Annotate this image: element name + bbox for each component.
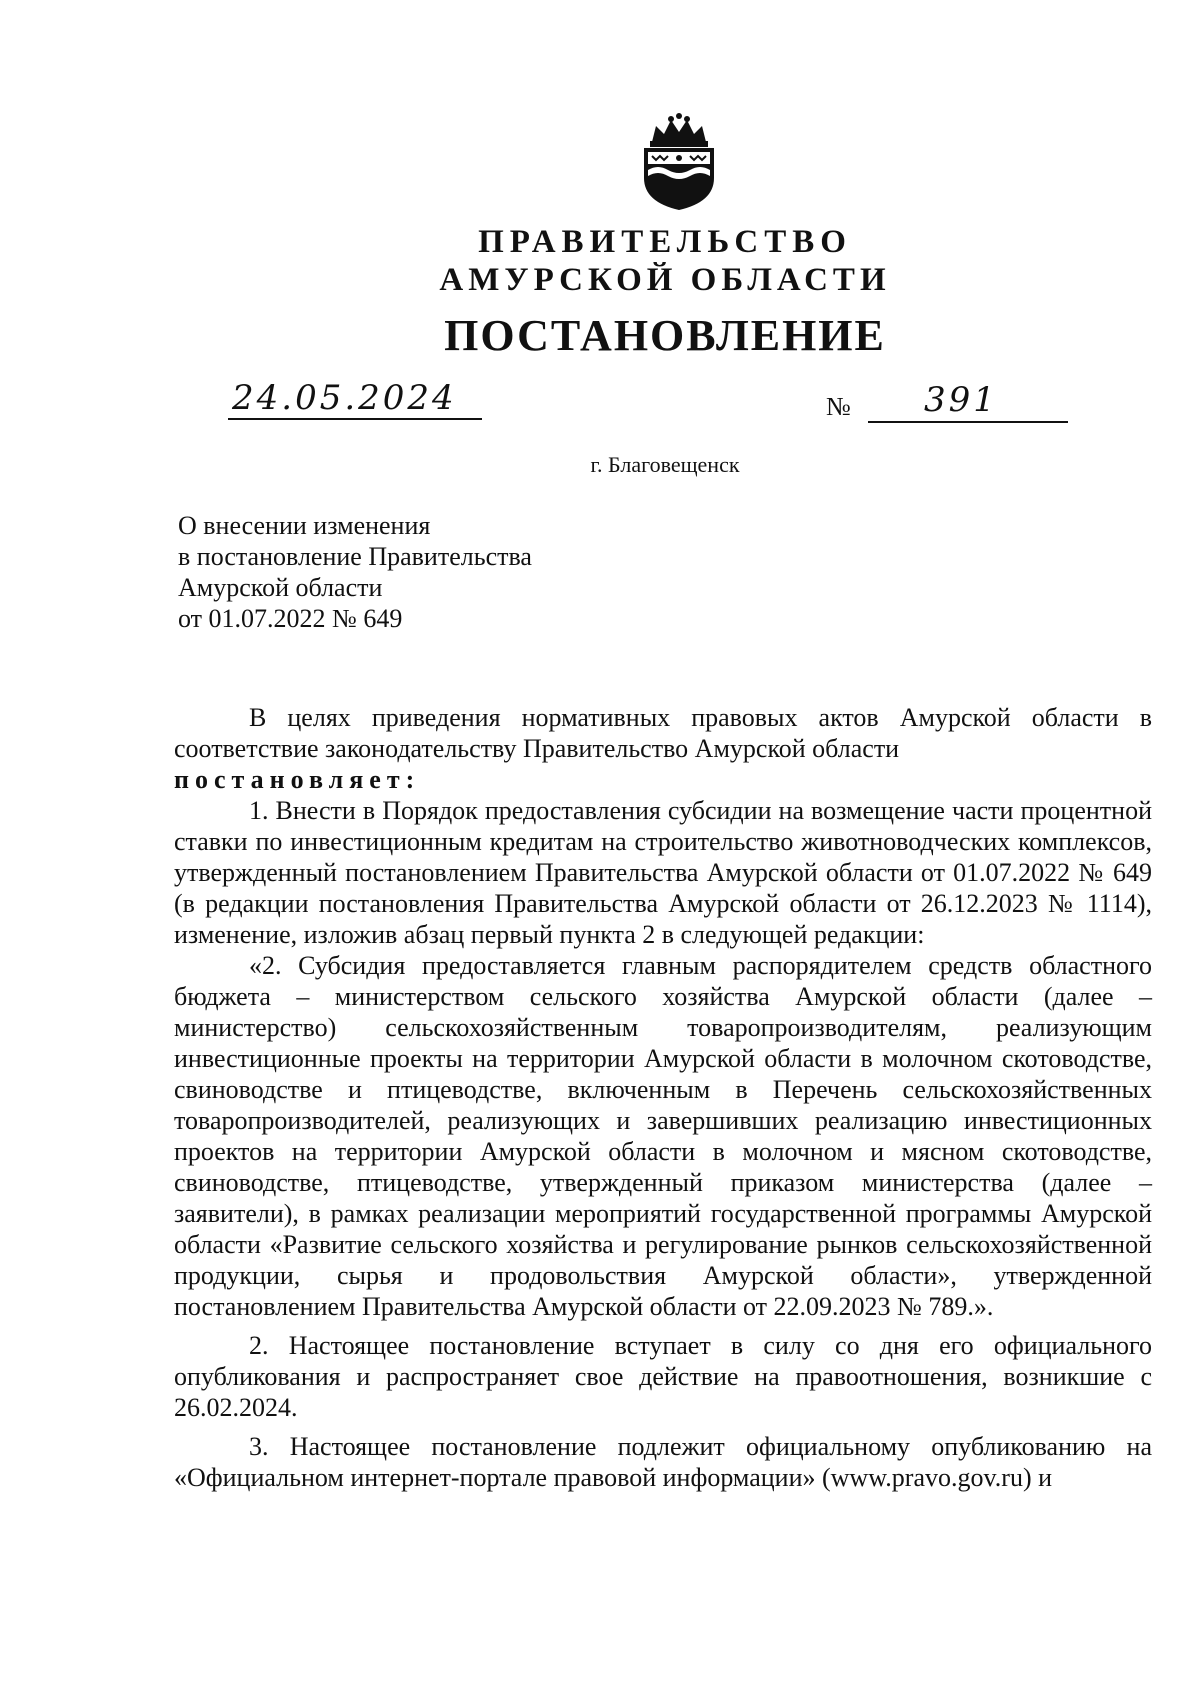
document-body — [174, 702, 1152, 1493]
organization-name-line2: АМУРСКОЙ ОБЛАСТИ — [439, 262, 891, 298]
item-1-quoted-text: «2. Субсидия предоставляется главным распорядителем средств областного бюджета – министерством сельского хозяйства Амурской области (далее – министерство) сельскохозяйственным товаропроизводителям, реализующим инвестиционные проекты на территории Амурской области в молочном скотоводстве, свиноводстве и птицеводстве, включенным в Перечень сельскохозяйственных товаропроизводителей, реализующих и завершивших реализацию инвестиционных проектов на территории Амурской области в молочном и мясном скотоводстве, свиноводстве, птицеводстве, утвержденный приказом министерства (далее – заявители), в рамках реализации мероприятий государственной программы Амурской области «Развитие сельского хозяйства и регулирование рынков сельскохозяйственной продукции, сырья и продовольствия Амурской области», утвержденной постановлением Правительства Амурской области от 22.09.2023 № 789.». — [174, 951, 1152, 1321]
subject-line: в постановление Правительства — [178, 542, 532, 571]
item-3-paragraph: 3. Настоящее постановление подлежит официальному опубликованию на «Официальном интернет-портале правовой информации» (www.pravo.gov.ru) и — [174, 1432, 1152, 1492]
resolves-word: постановляет: — [174, 765, 421, 794]
item-1-paragraph: 1. Внести в Порядок предоставления субсидии на возмещение части процентной ставки по инвестиционным кредитам на строительство животноводческих комплексов, утвержденный постановлением Правительства Амурской области от 01.07.2022 № 649 (в редакции постановления Правительства Амурской области от 26.12.2023 № 1114), изменение, изложив абзац первый пункта 2 в следующей редакции: — [174, 796, 1152, 949]
number-sign: № — [826, 392, 851, 421]
handwritten-date: 24.05.2024 — [232, 378, 457, 418]
organization-name-line1: ПРАВИТЕЛЬСТВО — [478, 224, 852, 260]
coat-of-arms-emblem — [638, 112, 720, 212]
subject-line: от 01.07.2022 № 649 — [178, 604, 403, 633]
date-underline — [228, 418, 482, 420]
city-name: г. Благовещенск — [590, 452, 740, 477]
subject-line: О внесении изменения — [178, 511, 431, 540]
preamble-paragraph: В целях приведения нормативных правовых актов Амурской области в соответствие законодательству Правительство Амурской области — [174, 703, 1152, 763]
number-underline — [868, 421, 1068, 423]
document-subject — [178, 510, 532, 634]
handwritten-document-number: 391 — [924, 380, 998, 420]
item-2-paragraph: 2. Настоящее постановление вступает в силу со дня его официального опубликования и распространяет свое действие на правоотношения, возникшие с 26.02.2024. — [174, 1331, 1152, 1422]
document-type-title: ПОСТАНОВЛЕНИЕ — [444, 311, 886, 360]
subject-line: Амурской области — [178, 573, 383, 602]
